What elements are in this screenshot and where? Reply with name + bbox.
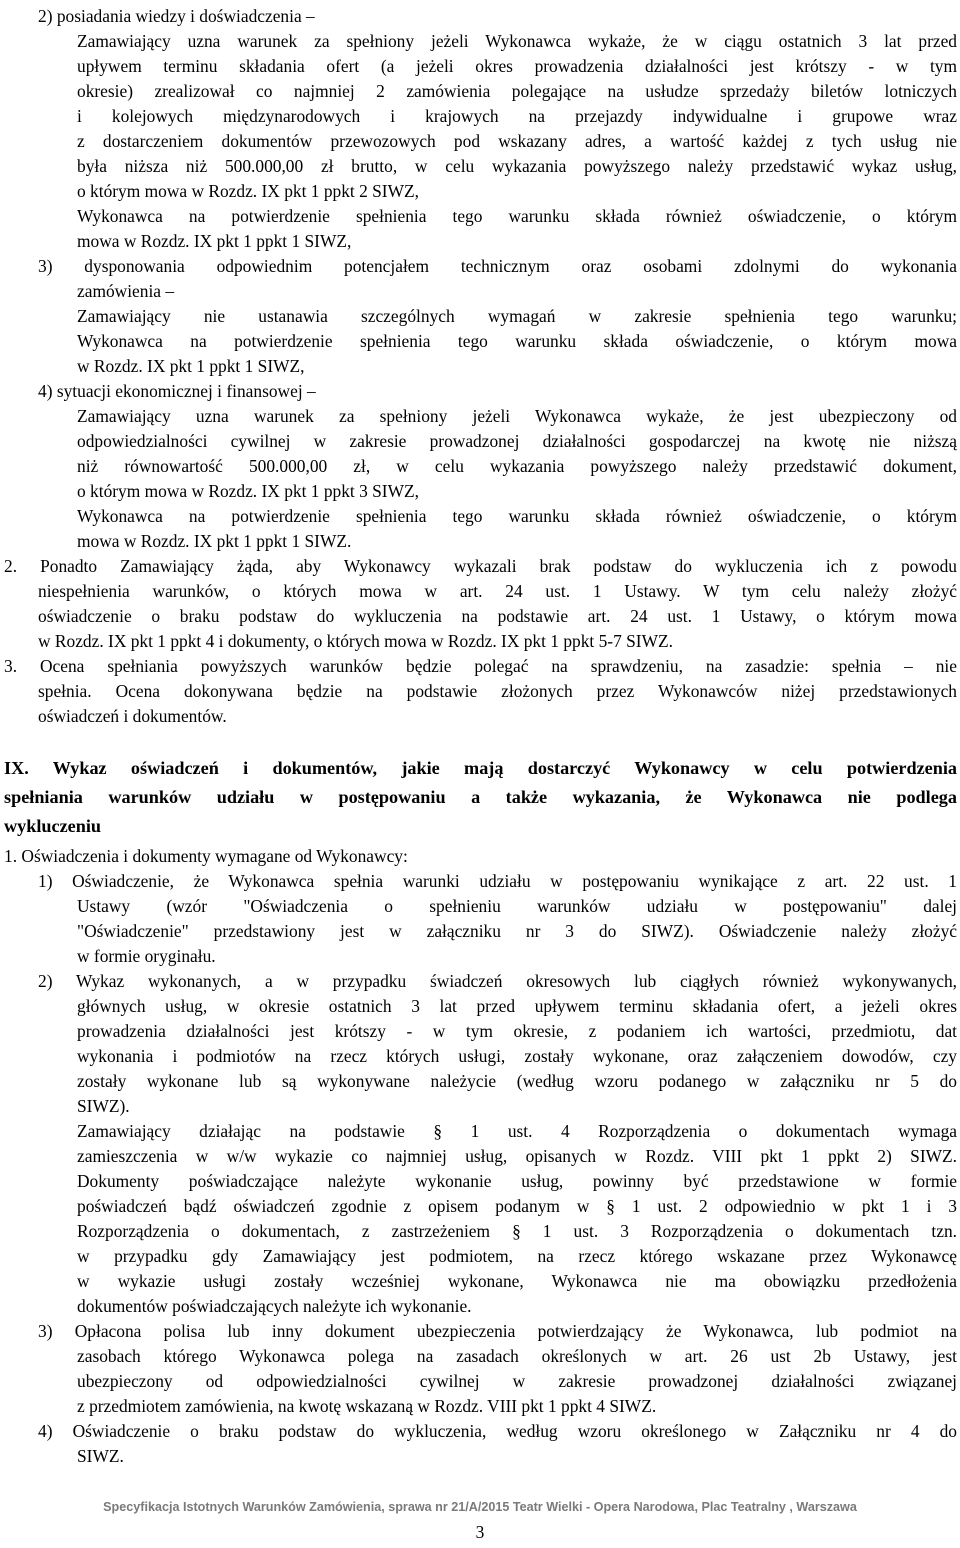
list-item-4-heading: 4) sytuacji ekonomicznej i finansowej –: [38, 381, 316, 401]
section-heading-ix-cont: wykluczeniu: [4, 816, 102, 836]
text-line: ubezpieczony od odpowiedzialności cywilnej w zakresie prowadzonej działalności związanej: [77, 1371, 957, 1391]
text-line: o którym mowa w Rozdz. IX pkt 1 ppkt 3 SIWZ,: [77, 481, 419, 501]
text-line: była niższa niż 500.000,00 zł brutto, w celu wykazania powyższego należy przedstawić wykaz usług,: [77, 156, 957, 176]
text-line: z przedmiotem zamówienia, na kwotę wskazaną w Rozdz. VIII pkt 1 ppkt 4 SIWZ.: [77, 1396, 657, 1416]
text-line: Zamawiający działając na podstawie § 1 ust. 4 Rozporządzenia o dokumentach wymaga: [77, 1121, 957, 1141]
text-line: Dokumenty poświadczające należyte wykonanie usług, powinny być przedstawione w formie: [77, 1171, 957, 1191]
text-line: upływem terminu składania ofert (a jeżeli okres prowadzenia działalności jest krótszy - w tym: [77, 56, 957, 76]
text-line: dokumentów poświadczających należyte ich wykonanie.: [77, 1296, 472, 1316]
text-line: spełnia. Ocena dokonywana będzie na podstawie złożonych przez Wykonawców niżej przedstawionych: [38, 681, 957, 701]
text-line: głównych usług, w okresie ostatnich 3 lat przed upływem terminu składania ofert, a jeżeli okres: [77, 996, 957, 1016]
text-line: Wykonawca na potwierdzenie spełnienia tego warunku składa również oświadczenie, o którym: [77, 506, 957, 526]
list-item-3: 3) Opłacona polisa lub inny dokument ubezpieczenia potwierdzający że Wykonawca, lub podmiot na: [38, 1321, 957, 1341]
list-item-4: 4) Oświadczenie o braku podstaw do wykluczenia, według wzoru określonego w Załączniku nr 4 do: [38, 1421, 957, 1441]
section-heading-ix-cont: spełniania warunków udziału w postępowaniu a także wykazania, że Wykonawca nie podlega: [4, 787, 957, 807]
section-3-paragraph: 3. Ocena spełniania powyższych warunków będzie polegać na sprawdzeniu, na zasadzie: spełnia – nie: [4, 656, 957, 676]
text-line: oświadczeń i dokumentów.: [38, 706, 227, 726]
text-line: zasobach którego Wykonawca polega na zasadach określonych w art. 26 ust 2b Ustawy, jest: [77, 1346, 957, 1366]
text-line: niespełnienia warunków, o których mowa w art. 24 ust. 1 Ustawy. W tym celu należy złożyć: [38, 581, 957, 601]
text-line: o którym mowa w Rozdz. IX pkt 1 ppkt 2 SIWZ,: [77, 181, 419, 201]
text-line: poświadczeń bądź oświadczeń zgodnie z opisem podanym w § 1 ust. 2 odpowiednio w pkt 1 i 3: [77, 1196, 957, 1216]
list-item-2-heading: 2) posiadania wiedzy i doświadczenia –: [38, 6, 315, 26]
section-2-paragraph: 2. Ponadto Zamawiający żąda, aby Wykonawcy wykazali brak podstaw do wykluczenia ich z powodu: [4, 556, 957, 576]
text-line: niż równowartość 500.000,00 zł, w celu wykazania powyższego należy przedstawić dokument,: [77, 456, 957, 476]
text-line: wykonania i podmiotów na rzecz których usługi, zostały wykonane, oraz załączeniem dowodów, czy: [77, 1046, 957, 1066]
text-line: okresie) zrealizował co najmniej 2 zamówienia polegające na usłudze sprzedaży biletów lotniczych: [77, 81, 957, 101]
text-line: zamieszczenia w w/w wykazie co najmniej usług, opisanych w Rozdz. VIII pkt 1 ppkt 2) SIWZ.: [77, 1146, 957, 1166]
page-footer: Specyfikacja Istotnych Warunków Zamówienia, sprawa nr 21/A/2015 Teatr Wielki - Opera Narodowa, Plac Teatralny , Warszawa: [103, 1500, 857, 1514]
list-item-3-heading: 3) dysponowania odpowiednim potencjałem technicznym oraz osobami zdolnymi do wykonania: [38, 256, 957, 276]
text-line: zamówienia –: [77, 281, 175, 301]
text-line: oświadczenie o braku podstaw do wykluczenia na podstawie art. 24 ust. 1 Ustawy, o którym mowa: [38, 606, 957, 626]
text-line: Rozporządzenia o dokumentach, z zastrzeżeniem § 1 ust. 3 Rozporządzenia o dokumentach tzn.: [77, 1221, 957, 1241]
text-line: Zamawiający nie ustanawia szczególnych wymagań w zakresie spełnienia tego warunku;: [77, 306, 957, 326]
text-line: z dostarczeniem dokumentów przewozowych pod wskazany adres, a wartość każdej z tych usług nie: [77, 131, 957, 151]
text-line: Zamawiający uzna warunek za spełniony jeżeli Wykonawca wykaże, że jest ubezpieczony od: [77, 406, 957, 426]
text-line: w Rozdz. IX pkt 1 ppkt 4 i dokumenty, o których mowa w Rozdz. IX pkt 1 ppkt 5-7 SIWZ.: [38, 631, 673, 651]
text-line: "Oświadczenie" przedstawiony jest w załączniku nr 3 do SIWZ). Oświadczenie należy złożyć: [77, 921, 957, 941]
text-line: odpowiedzialności cywilnej w zakresie prowadzonej działalności gospodarczej na kwotę nie niższą: [77, 431, 957, 451]
list-heading-1: 1. Oświadczenia i dokumenty wymagane od Wykonawcy:: [4, 846, 408, 866]
list-item-2: 2) Wykaz wykonanych, a w przypadku świadczeń okresowych lub ciągłych również wykonywanych,: [38, 971, 957, 991]
text-line: SIWZ).: [77, 1096, 130, 1116]
text-line: Ustawy (wzór "Oświadczenia o spełnieniu warunków udziału w postępowaniu" dalej: [77, 896, 957, 916]
text-line: Wykonawca na potwierdzenie spełnienia tego warunku składa oświadczenie, o którym mowa: [77, 331, 957, 351]
text-line: Zamawiający uzna warunek za spełniony jeżeli Wykonawca wykaże, że w ciągu ostatnich 3 lat przed: [77, 31, 957, 51]
page-number: 3: [475, 1522, 485, 1542]
text-line: w wykazie usługi zostały wcześniej wykonane, Wykonawca nie ma obowiązku przedłożenia: [77, 1271, 957, 1291]
text-line: i kolejowych międzynarodowych i krajowych na przejazdy indywidualne i grupowe wraz: [77, 106, 957, 126]
text-line: w formie oryginału.: [77, 946, 216, 966]
text-line: w przypadku gdy Zamawiający jest podmiotem, na rzecz którego wskazane przez Wykonawcę: [77, 1246, 957, 1266]
section-heading-ix: IX. Wykaz oświadczeń i dokumentów, jakie mają dostarczyć Wykonawcy w celu potwierdzenia: [4, 758, 957, 778]
text-line: prowadzenia działalności jest krótszy - w tym okresie, z podaniem ich wartości, przedmiotu, dat: [77, 1021, 957, 1041]
text-line: zostały wykonane lub są wykonywane należycie (według wzoru podanego w załączniku nr 5 do: [77, 1071, 957, 1091]
text-line: Wykonawca na potwierdzenie spełnienia tego warunku składa również oświadczenie, o którym: [77, 206, 957, 226]
text-line: SIWZ.: [77, 1446, 124, 1466]
text-line: mowa w Rozdz. IX pkt 1 ppkt 1 SIWZ,: [77, 231, 352, 251]
text-line: mowa w Rozdz. IX pkt 1 ppkt 1 SIWZ.: [77, 531, 352, 551]
list-item-1: 1) Oświadczenie, że Wykonawca spełnia warunki udziału w postępowaniu wynikające z art. 22 ust. 1: [38, 871, 957, 891]
text-line: w Rozdz. IX pkt 1 ppkt 1 SIWZ,: [77, 356, 305, 376]
